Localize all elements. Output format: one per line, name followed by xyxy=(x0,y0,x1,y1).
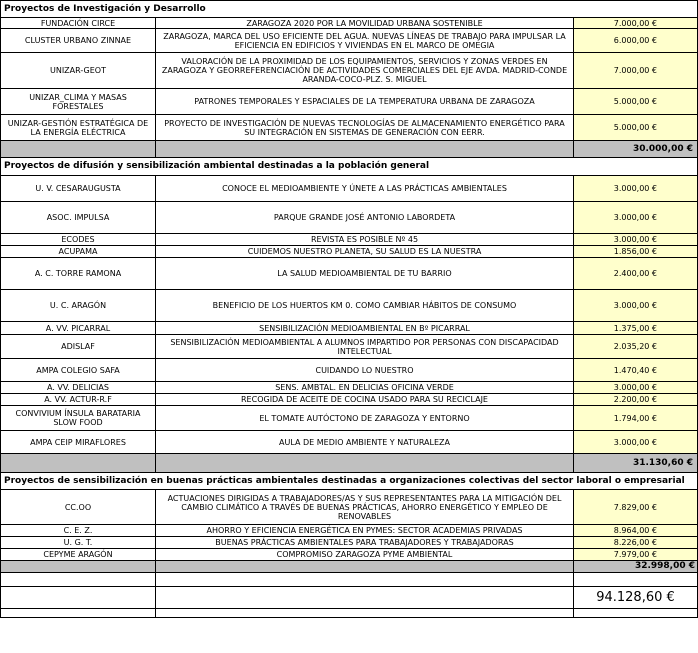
entity-cell: A. VV. ACTUR-R.F xyxy=(1,394,156,406)
project-cell: BUENAS PRÁCTICAS AMBIENTALES PARA TRABAJADORES Y TRABAJADORAS xyxy=(156,537,574,549)
amount-cell: 7.829,00 € xyxy=(574,490,698,525)
entity-cell: CC.OO xyxy=(1,490,156,525)
amount-cell: 7.000,00 € xyxy=(574,53,698,89)
grand-total-row xyxy=(1,587,698,609)
table-row xyxy=(1,176,698,202)
project-cell: SENS. AMBTAL. EN DELICIAS OFICINA VERDE xyxy=(156,382,574,394)
project-cell: ZARAGOZA 2020 POR LA MOVILIDAD URBANA SOSTENIBLE xyxy=(156,18,574,29)
section-header xyxy=(1,473,698,490)
amount-cell: 3.000,00 € xyxy=(574,290,698,322)
amount-cell: 3.000,00 € xyxy=(574,202,698,234)
amount-cell: 7.000,00 € xyxy=(574,18,698,29)
subtotal-value: 31.130,60 € xyxy=(574,454,698,473)
entity-cell: UNIZAR_CLIMA Y MASAS FORESTALES xyxy=(1,89,156,115)
entity-cell: CONVIVIUM ÍNSULA BARATARIA SLOW FOOD xyxy=(1,406,156,431)
spacer-row xyxy=(1,609,698,618)
section-title: Proyectos de sensibilización en buenas prácticas ambientales destinadas a organizaciones colectivas del sector laboral o empresarial xyxy=(1,473,698,490)
entity-cell: U. V. CESARAUGUSTA xyxy=(1,176,156,202)
amount-cell: 3.000,00 € xyxy=(574,234,698,246)
project-cell: RECOGIDA DE ACEITE DE COCINA USADO PARA SU RECICLAJE xyxy=(156,394,574,406)
project-cell: SENSIBILIZACIÓN MEDIOAMBIENTAL EN Bº PICARRAL xyxy=(156,322,574,335)
amount-cell: 3.000,00 € xyxy=(574,431,698,454)
subtotal-value: 30.000,00 € xyxy=(574,141,698,158)
entity-cell: UNIZAR-GEOT xyxy=(1,53,156,89)
table-row xyxy=(1,382,698,394)
entity-cell: ACUPAMA xyxy=(1,246,156,258)
table-row xyxy=(1,53,698,89)
section-header xyxy=(1,1,698,18)
section-header xyxy=(1,158,698,176)
entity-cell: AMPA CEIP MIRAFLORES xyxy=(1,431,156,454)
entity-cell: CLUSTER URBANO ZINNAE xyxy=(1,29,156,53)
table-row xyxy=(1,537,698,549)
project-cell: AHORRO Y EFICIENCIA ENERGÉTICA EN PYMES: SECTOR ACADEMIAS PRIVADAS xyxy=(156,525,574,537)
section-title: Proyectos de difusión y sensibilización ambiental destinadas a la población general xyxy=(1,158,698,176)
table-row xyxy=(1,258,698,290)
project-cell: SENSIBILIZACIÓN MEDIOAMBIENTAL A ALUMNOS IMPARTIDO POR PERSONAS CON DISCAPACIDAD INTELECTUAL xyxy=(156,335,574,359)
entity-cell: A. C. TORRE RAMONA xyxy=(1,258,156,290)
table-row xyxy=(1,290,698,322)
project-cell: LA SALUD MEDIOAMBIENTAL DE TU BARRIO xyxy=(156,258,574,290)
table-row xyxy=(1,406,698,431)
amount-cell: 2.400,00 € xyxy=(574,258,698,290)
amount-cell: 3.000,00 € xyxy=(574,382,698,394)
table-row xyxy=(1,29,698,53)
subtotal-value: 32.998,00 € xyxy=(574,561,698,573)
entity-cell: CEPYME ARAGÓN xyxy=(1,549,156,561)
project-cell: ZARAGOZA, MARCA DEL USO EFICIENTE DEL AGUA. NUEVAS LÍNEAS DE TRABAJO PARA IMPULSAR LA EFICIENCIA EN EDIFICIOS Y VIVIENDAS EN EL MARCO DE OMEGIA xyxy=(156,29,574,53)
entity-cell: U. C. ARAGÓN xyxy=(1,290,156,322)
project-cell: PROYECTO DE INVESTIGACIÓN DE NUEVAS TECNOLOGÍAS DE ALMACENAMIENTO ENERGÉTICO PARA SU INTEGRACIÓN EN SISTEMAS DE GENERACIÓN CON EERR. xyxy=(156,115,574,141)
entity-cell: ECODES xyxy=(1,234,156,246)
project-cell: EL TOMATE AUTÓCTONO DE ZARAGOZA Y ENTORNO xyxy=(156,406,574,431)
table-row xyxy=(1,490,698,525)
amount-cell: 1.470,40 € xyxy=(574,359,698,382)
section-title: Proyectos de Investigación y Desarrollo xyxy=(1,1,698,18)
subtotal-row xyxy=(1,454,698,473)
table-row xyxy=(1,335,698,359)
amount-cell: 2.200,00 € xyxy=(574,394,698,406)
entity-cell: A. VV. DELICIAS xyxy=(1,382,156,394)
table-row xyxy=(1,394,698,406)
project-cell: CUIDEMOS NUESTRO PLANETA, SU SALUD ES LA NUESTRA xyxy=(156,246,574,258)
entity-cell: UNIZAR-GESTIÓN ESTRATÉGICA DE LA ENERGÍA ELÉCTRICA xyxy=(1,115,156,141)
project-cell: CONOCE EL MEDIOAMBIENTE Y ÚNETE A LAS PRÁCTICAS AMBIENTALES xyxy=(156,176,574,202)
entity-cell: A. VV. PICARRAL xyxy=(1,322,156,335)
subtotal-row xyxy=(1,561,698,573)
entity-cell: FUNDACIÓN CIRCE xyxy=(1,18,156,29)
project-cell: PATRONES TEMPORALES Y ESPACIALES DE LA TEMPERATURA URBANA DE ZARAGOZA xyxy=(156,89,574,115)
project-cell: CUIDANDO LO NUESTRO xyxy=(156,359,574,382)
amount-cell: 8.226,00 € xyxy=(574,537,698,549)
project-cell: REVISTA ES POSIBLE Nº 45 xyxy=(156,234,574,246)
amount-cell: 1.375,00 € xyxy=(574,322,698,335)
amount-cell: 2.035,20 € xyxy=(574,335,698,359)
amount-cell: 8.964,00 € xyxy=(574,525,698,537)
table-row xyxy=(1,322,698,335)
project-cell: PARQUE GRANDE JOSÉ ANTONIO LABORDETA xyxy=(156,202,574,234)
subtotal-row xyxy=(1,141,698,158)
table-row xyxy=(1,525,698,537)
amount-cell: 7.979,00 € xyxy=(574,549,698,561)
grand-total-value: 94.128,60 € xyxy=(574,587,698,609)
table-row xyxy=(1,246,698,258)
amount-cell: 1.856,00 € xyxy=(574,246,698,258)
amount-cell: 1.794,00 € xyxy=(574,406,698,431)
table-row xyxy=(1,431,698,454)
table-row xyxy=(1,359,698,382)
entity-cell: AMPA COLEGIO SAFA xyxy=(1,359,156,382)
amount-cell: 5.000,00 € xyxy=(574,89,698,115)
table-row xyxy=(1,549,698,561)
project-cell: VALORACIÓN DE LA PROXIMIDAD DE LOS EQUIPAMIENTOS, SERVICIOS Y ZONAS VERDES EN ZARAGOZA Y GEORREFERENCIACIÓN DE ACTIVIDADES COMERCIALES DEL EJE AVDA. MADRID-CONDE ARANDA-COCO-PLZ. S. MIGUEL xyxy=(156,53,574,89)
table-row xyxy=(1,18,698,29)
table-row xyxy=(1,89,698,115)
amount-cell: 5.000,00 € xyxy=(574,115,698,141)
amount-cell: 3.000,00 € xyxy=(574,176,698,202)
table-row xyxy=(1,202,698,234)
project-cell: ACTUACIONES DIRIGIDAS A TRABAJADORES/AS Y SUS REPRESENTANTES PARA LA MITIGACIÓN DEL CAMBIO CLIMÁTICO A TRAVÉS DE BUENAS PRÁCTICAS, AHORRO ENERGÉTICO Y EMPLEO DE RENOVABLES xyxy=(156,490,574,525)
table-row xyxy=(1,115,698,141)
project-cell: COMPROMISO ZARAGOZA PYME AMBIENTAL xyxy=(156,549,574,561)
amount-cell: 6.000,00 € xyxy=(574,29,698,53)
project-cell: BENEFICIO DE LOS HUERTOS KM 0. COMO CAMBIAR HÁBITOS DE CONSUMO xyxy=(156,290,574,322)
entity-cell: U. G. T. xyxy=(1,537,156,549)
entity-cell: ASOC. IMPULSA xyxy=(1,202,156,234)
spacer-row xyxy=(1,573,698,587)
entity-cell: C. E. Z. xyxy=(1,525,156,537)
entity-cell: ADISLAF xyxy=(1,335,156,359)
project-cell: AULA DE MEDIO AMBIENTE Y NATURALEZA xyxy=(156,431,574,454)
table-row xyxy=(1,234,698,246)
